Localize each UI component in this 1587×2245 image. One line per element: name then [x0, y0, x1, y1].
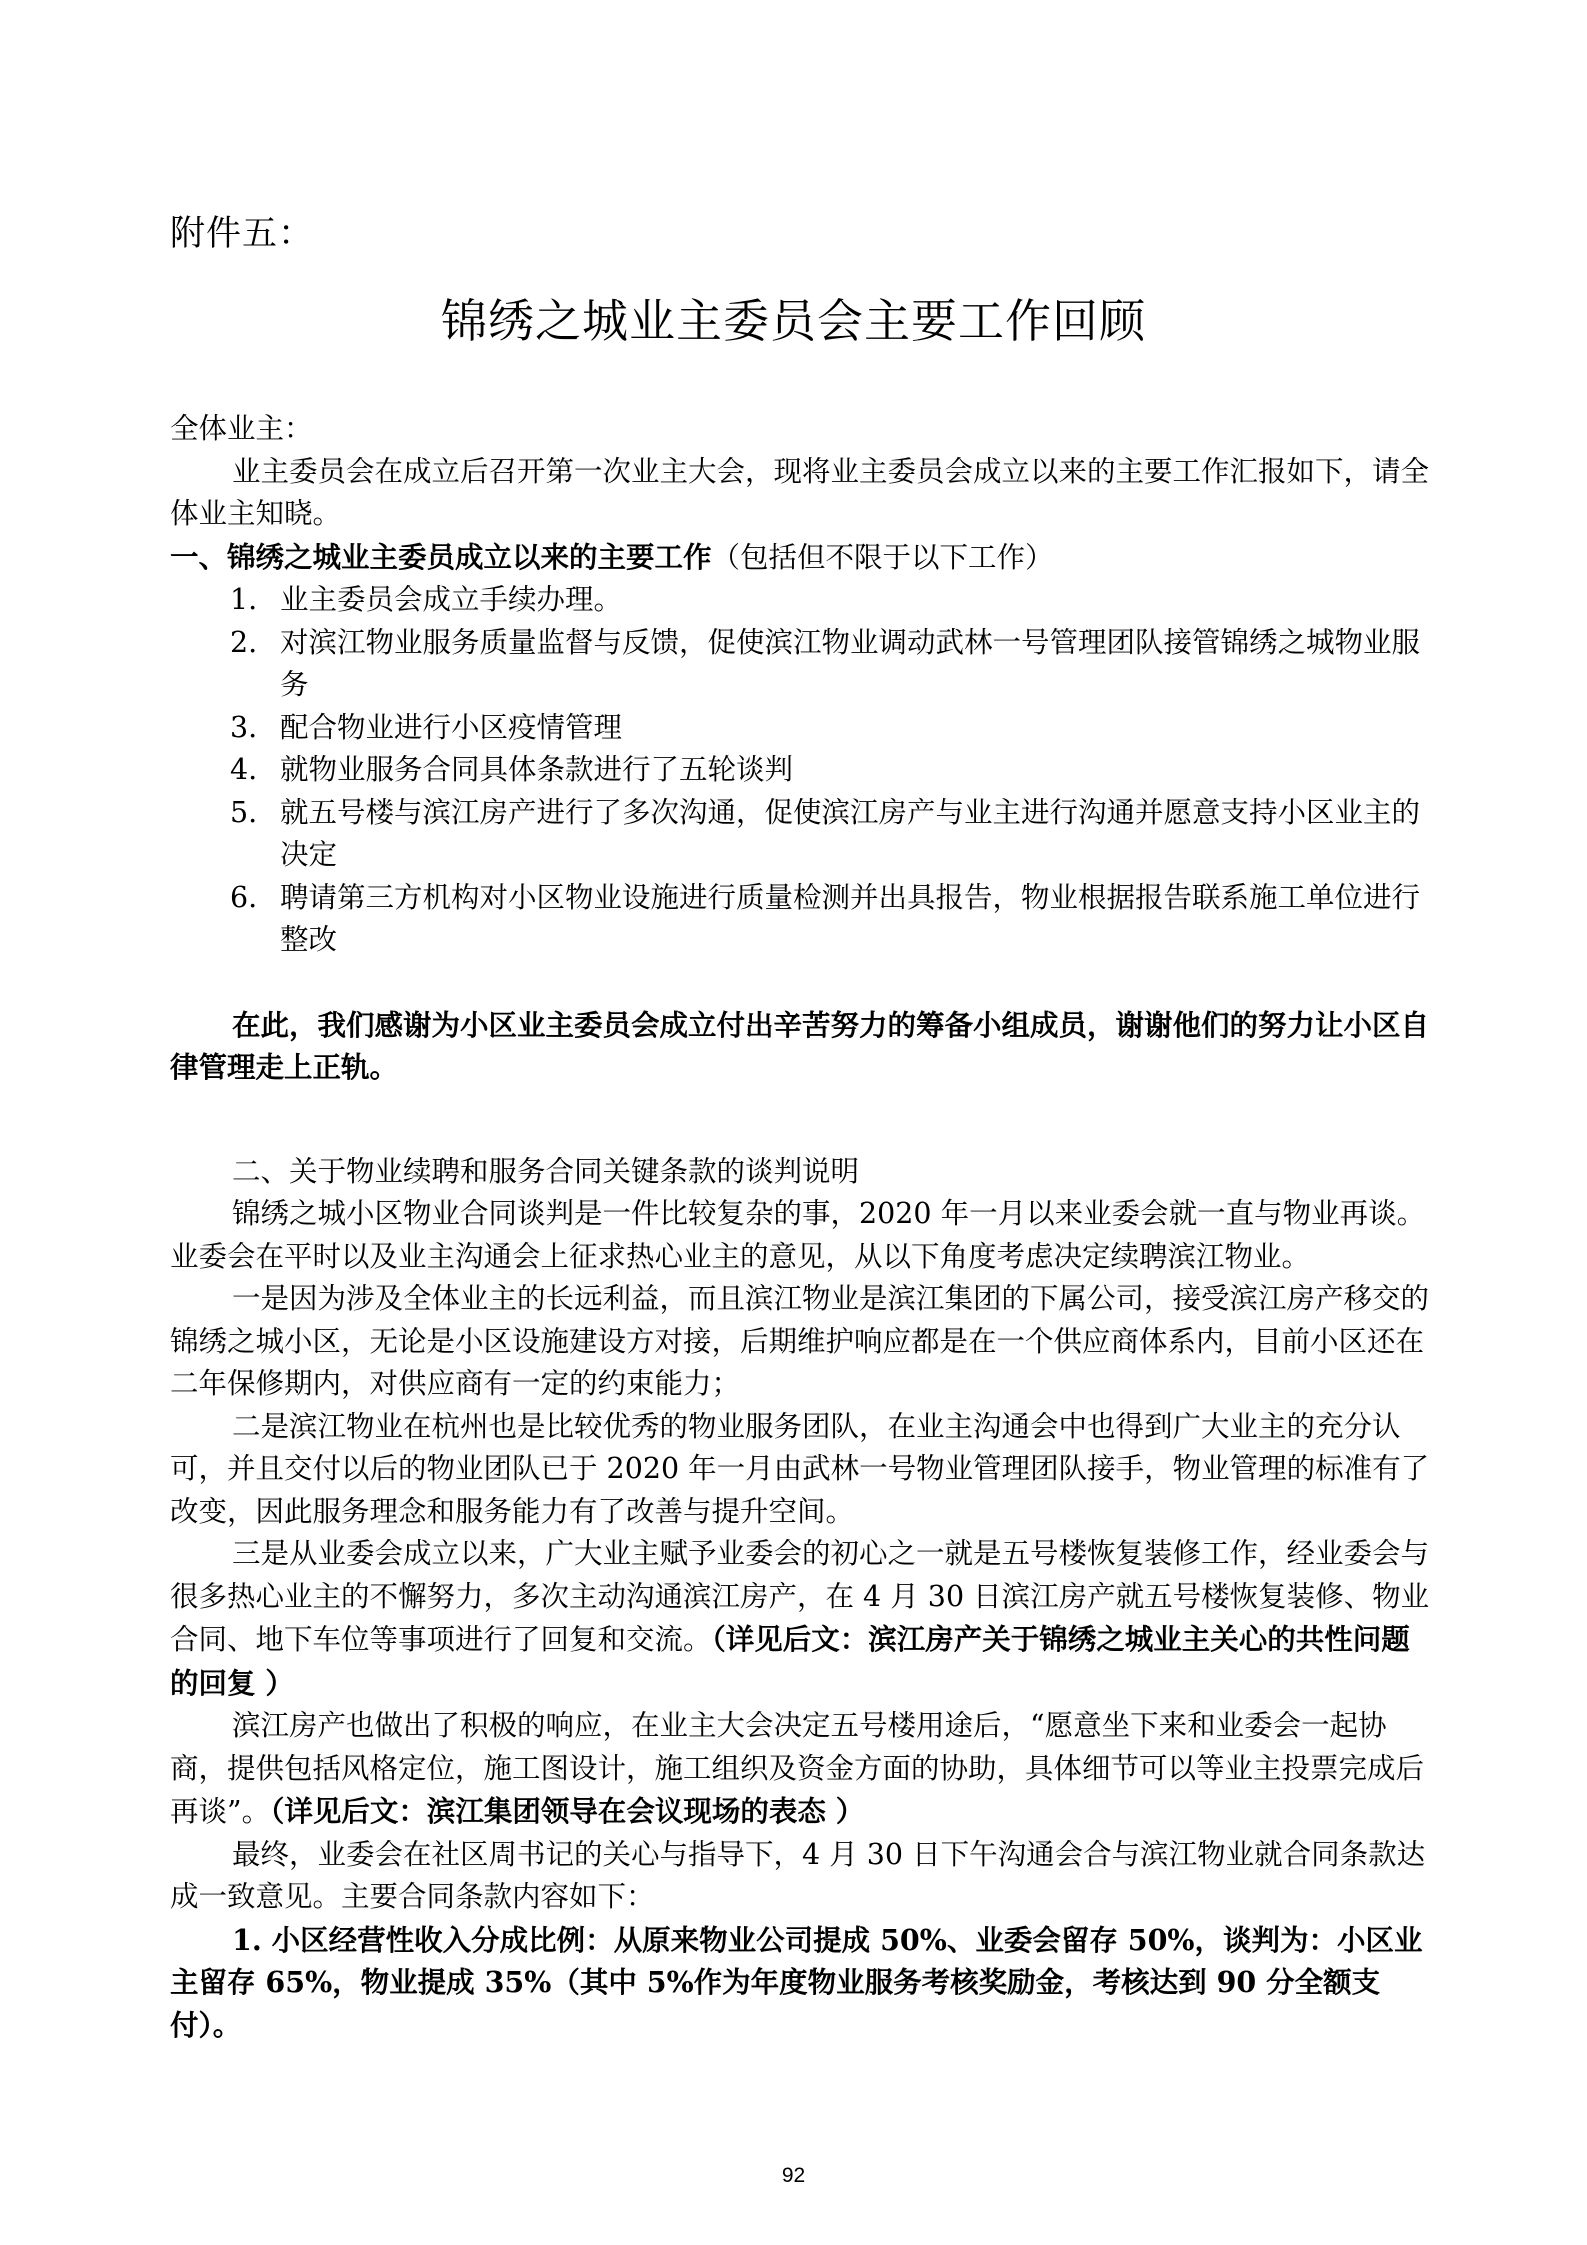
list-item-text: 就五号楼与滨江房产进行了多次沟通，促使滨江房产与业主进行沟通并愿意支持小区业主的决定	[280, 795, 1421, 871]
list-item-number: 5.	[230, 795, 258, 829]
list-item-text: 配合物业进行小区疫情管理	[280, 710, 623, 744]
section1-heading-text: 一、锦绣之城业主委员成立以来的主要工作	[170, 539, 712, 574]
page-title: 锦绣之城业主委员会主要工作回顾	[441, 294, 1146, 348]
paragraph-5-reference: （详见后文：滨江集团领导在会议现场的表态 ）	[270, 1794, 865, 1828]
contract-term-1: 1. 小区经营性收入分成比例：从原来物业公司提成 50%、业委会留存 50%，谈判为：小区业主留存 65%，物业提成 35%（其中 5%作为年度物业服务考核奖励金，考核达到 90 分全额支付）。	[170, 1922, 1423, 2042]
list-item-number: 2.	[230, 625, 258, 659]
list-item-text: 对滨江物业服务质量监督与反馈，促使滨江物业调动武林一号管理团队接管锦绣之城物业服务	[280, 625, 1421, 701]
spacer	[170, 1089, 1430, 1131]
section2-paragraph-4	[170, 1533, 1430, 1705]
paragraph-4-reference: （详见后文：滨江房产关于锦绣之城业主关心的共性问题的回复 ）	[170, 1622, 1410, 1700]
paragraph-4-text: 三是从业委会成立以来，广大业主赋予业委会的初心之一就是五号楼恢复装修工作，经业委会与很多热心业主的不懈努力，多次主动沟通滨江房产，在 4 月 30 日滨江房产就五号楼恢复装修、物业合同、地下车位等事项进行了回复和交流。	[170, 1537, 1430, 1656]
page-number: 92	[781, 2164, 806, 2187]
list-item-number: 4.	[230, 753, 258, 786]
spacer	[170, 1131, 1430, 1151]
attachment-label: 附件五：	[170, 214, 315, 254]
work-list	[170, 579, 1430, 962]
list-item	[170, 622, 1430, 707]
thanks-paragraph: 在此，我们感谢为小区业主委员会成立付出辛苦努力的筹备小组成员，谢谢他们的努力让小区自律管理走上正轨。	[170, 1007, 1430, 1084]
list-item	[170, 877, 1430, 962]
list-item	[170, 749, 1430, 792]
list-item-text: 聘请第三方机构对小区物业设施进行质量检测并出具报告，物业根据报告联系施工单位进行整改	[280, 880, 1421, 956]
list-item-text: 业主委员会成立手续办理。	[280, 583, 623, 616]
list-item-number: 3.	[230, 710, 258, 744]
list-item-number: 1.	[230, 583, 258, 616]
spacer	[170, 962, 1430, 1004]
list-item	[170, 579, 1430, 622]
list-item	[170, 792, 1430, 877]
intro-paragraph: 业主委员会在成立后召开第一次业主大会，现将业主委员会成立以来的主要工作汇报如下，请全体业主知晓。	[170, 454, 1430, 530]
section2-paragraph-2: 一是因为涉及全体业主的长远利益，而且滨江物业是滨江集团的下属公司，接受滨江房产移交的锦绣之城小区，无论是小区设施建设方对接，后期维护响应都是在一个供应商体系内，目前小区还在二年保修期内，对供应商有一定的约束能力；	[170, 1282, 1430, 1400]
section2-paragraph-6: 最终，业委会在社区周书记的关心与指导下，4 月 30 日下午沟通会合与滨江物业就合同条款达成一致意见。主要合同条款内容如下：	[170, 1837, 1426, 1913]
section2-paragraph-1: 锦绣之城小区物业合同谈判是一件比较复杂的事，2020 年一月以来业委会就一直与物业再谈。业委会在平时以及业主沟通会上征求热心业主的意见，从以下角度考虑决定续聘滨江物业。	[170, 1197, 1426, 1273]
section2-heading: 二、关于物业续聘和服务合同关键条款的谈判说明	[232, 1154, 860, 1188]
list-item-number: 6.	[230, 880, 258, 914]
list-item-text: 就物业服务合同具体条款进行了五轮谈判	[280, 753, 794, 786]
section2-paragraph-5	[170, 1705, 1430, 1834]
document-body	[170, 408, 1430, 2046]
section1-heading-note: （包括但不限于以下工作）	[711, 540, 1054, 574]
section2-paragraph-3: 二是滨江物业在杭州也是比较优秀的物业服务团队，在业主沟通会中也得到广大业主的充分认可，并且交付以后的物业团队已于 2020 年一月由武林一号物业管理团队接手，物业管理的标准有了改变，因此服务理念和服务能力有了改善与提升空间。	[170, 1409, 1430, 1528]
section1-heading	[170, 536, 1430, 580]
salutation: 全体业主：	[170, 412, 313, 445]
paragraph-5-text: 滨江房产也做出了积极的响应，在业主大会决定五号楼用途后，“愿意坐下来和业委会一起协商，提供包括风格定位，施工图设计，施工组织及资金方面的协助，具体细节可以等业主投票完成后再谈”。	[170, 1709, 1425, 1828]
list-item	[170, 707, 1430, 750]
